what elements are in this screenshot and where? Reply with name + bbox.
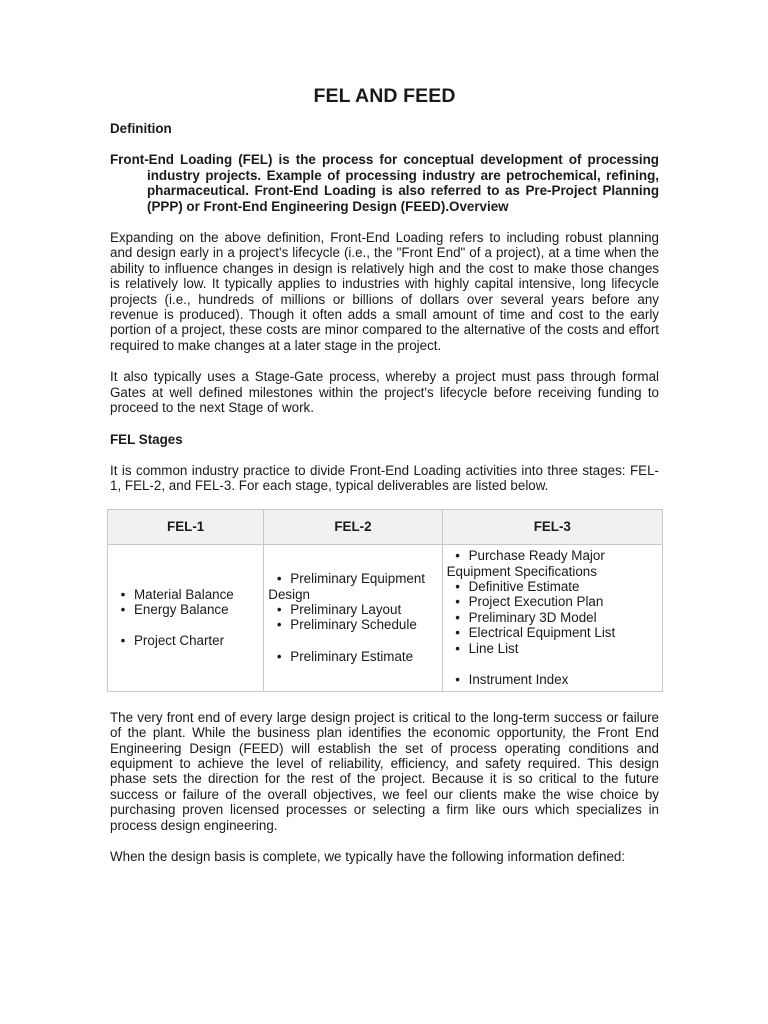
table-header-row bbox=[108, 509, 663, 544]
document-page bbox=[110, 84, 659, 864]
list-item: • Preliminary Schedule bbox=[268, 617, 437, 632]
table-row bbox=[108, 544, 663, 691]
list-item: • Project Execution Plan bbox=[447, 594, 658, 609]
bullet-icon: • bbox=[455, 671, 460, 687]
list-item: • Line List bbox=[447, 641, 658, 656]
list-item: • Preliminary 3D Model bbox=[447, 610, 658, 625]
bullet-icon: • bbox=[120, 602, 126, 618]
document-title: FEL AND FEED bbox=[313, 85, 456, 107]
list-item: • Preliminary Estimate bbox=[268, 649, 437, 664]
list-item: • Electrical Equipment List bbox=[447, 625, 658, 640]
bullet-icon: • bbox=[276, 648, 282, 664]
bullet-icon: • bbox=[455, 578, 460, 594]
bullet-icon: • bbox=[276, 617, 282, 633]
fel-stages-table bbox=[107, 509, 663, 692]
fel2-cell bbox=[264, 544, 442, 691]
bullet-icon: • bbox=[276, 602, 282, 618]
bullet-icon: • bbox=[455, 609, 460, 625]
fel1-list bbox=[112, 587, 259, 649]
list-item: • Material Balance bbox=[112, 587, 259, 602]
bullet-icon: • bbox=[455, 640, 460, 656]
list-item: • Preliminary Layout bbox=[268, 602, 437, 617]
table-header-fel2: FEL-2 bbox=[264, 509, 442, 544]
definition-heading: Definition bbox=[110, 121, 172, 136]
bullet-icon: • bbox=[455, 548, 460, 564]
bullet-icon: • bbox=[276, 571, 282, 587]
bullet-icon: • bbox=[120, 633, 126, 649]
bullet-icon: • bbox=[455, 625, 460, 641]
fel2-list bbox=[268, 571, 437, 664]
overview-paragraph: Expanding on the above definition, Front-End Loading refers to including robust planning and design early in a project's lifecycle (i.e., the "Front End" of a project), at a time when the ability to influence changes in design is relatively high and the cost to make those changes is relatively low. It typically applies to industries with highly capital intensive, long lifecycle projects (i.e., hundreds of millions or billions of dollars over several years before any revenue is produced). Though it often adds a small amount of time and cost to the early portion of a project, these costs are minor compared to the alternative of the costs and effort required to make changes at a later stage in the project. bbox=[110, 230, 659, 353]
list-item: • Project Charter bbox=[112, 633, 259, 648]
fel3-list bbox=[447, 548, 658, 687]
list-item: • Preliminary Equipment Design bbox=[268, 571, 425, 602]
fel-stages-heading: FEL Stages bbox=[110, 431, 183, 447]
list-item: • Instrument Index bbox=[447, 672, 658, 687]
list-item: • Purchase Ready Major Equipment Specifications bbox=[446, 548, 605, 579]
design-basis-paragraph: When the design basis is complete, we typically have the following information defined: bbox=[110, 848, 626, 864]
list-item: • Energy Balance bbox=[112, 602, 259, 617]
list-item: • Definitive Estimate bbox=[447, 579, 658, 594]
fel-stages-intro: It is common industry practice to divide Front-End Loading activities into three stages: FEL-1, FEL-2, and FEL-3. For each stage, typical deliverables are listed below. bbox=[110, 462, 659, 494]
bullet-icon: • bbox=[455, 594, 460, 610]
feed-paragraph: The very front end of every large design project is critical to the long-term success or failure of the plant. While the business plan identifies the economic opportunity, the Front End Engineering Design (FEED) will establish the set of process operating conditions and equipment to achieve the level of reliability, efficiency, and safety required. This design phase sets the direction for the rest of the project. Because it is so critical to the future success or failure of the overall objectives, we feel our clients make the wise choice by purchasing proven licensed processes or selecting a firm like ours which specializes in process design engineering. bbox=[110, 709, 659, 833]
definition-text: Front-End Loading (FEL) is the process for conceptual development of processing industry projects. Example of processing industry are petrochemical, refining, pharmaceutical. Front-End Loading is also referred to as Pre-Project Planning (PPP) or Front-End Engineering Design (FEED).Overview bbox=[110, 152, 659, 214]
table-header-fel1: FEL-1 bbox=[108, 509, 264, 544]
stage-gate-paragraph: It also typically uses a Stage-Gate process, whereby a project must pass through formal Gates at well defined milestones within the project's lifecycle before receiving funding to proceed to the next Stage of work. bbox=[110, 369, 659, 416]
bullet-icon: • bbox=[120, 586, 126, 602]
fel1-cell bbox=[108, 544, 264, 691]
fel3-cell bbox=[442, 544, 662, 691]
table-header-fel3: FEL-3 bbox=[442, 509, 662, 544]
